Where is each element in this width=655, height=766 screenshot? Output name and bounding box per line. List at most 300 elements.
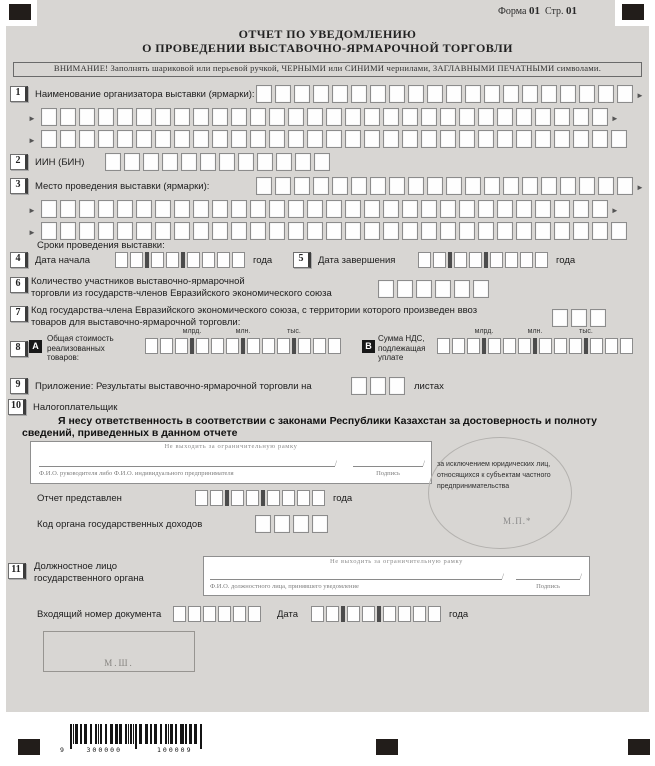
char-box[interactable] — [151, 252, 164, 268]
char-box[interactable] — [418, 252, 431, 268]
char-box[interactable] — [408, 85, 424, 103]
char-box[interactable] — [257, 153, 273, 171]
char-box[interactable] — [351, 377, 367, 395]
barcode-digits — [69, 746, 210, 754]
char-box[interactable] — [162, 153, 178, 171]
title-line-2: О ПРОВЕДЕНИИ ВЫСТАВОЧНО-ЯРМАРОЧНОЙ ТОРГОВЛИ — [142, 41, 513, 55]
char-box[interactable] — [535, 200, 551, 218]
box-group-separator — [448, 252, 452, 268]
char-box[interactable] — [275, 85, 291, 103]
char-box[interactable] — [174, 108, 190, 126]
char-box[interactable] — [345, 108, 361, 126]
char-box[interactable] — [454, 280, 470, 298]
char-box[interactable] — [617, 85, 633, 103]
char-box[interactable] — [383, 108, 399, 126]
exhibition-dates-heading: Сроки проведения выставки: — [37, 240, 165, 251]
char-box[interactable] — [421, 222, 437, 240]
organizer-name-label: Наименование организатора выставки (ярмарки): — [35, 88, 255, 100]
char-box[interactable] — [255, 515, 271, 533]
section-3-number: 3 — [10, 178, 28, 194]
char-box[interactable] — [211, 338, 224, 354]
char-box[interactable] — [592, 200, 608, 218]
char-box[interactable] — [516, 222, 532, 240]
char-box[interactable] — [459, 130, 475, 148]
char-box[interactable] — [440, 200, 456, 218]
char-box[interactable] — [383, 606, 396, 622]
char-box[interactable] — [288, 108, 304, 126]
char-box[interactable] — [592, 108, 608, 126]
char-box[interactable] — [579, 85, 595, 103]
char-box[interactable] — [250, 222, 266, 240]
char-box[interactable] — [313, 85, 329, 103]
char-box[interactable] — [174, 130, 190, 148]
start-date-suffix: года — [253, 254, 273, 266]
char-box[interactable] — [143, 153, 159, 171]
char-box[interactable] — [383, 130, 399, 148]
char-box[interactable] — [465, 177, 481, 195]
char-box[interactable] — [212, 108, 228, 126]
char-box[interactable] — [226, 338, 239, 354]
char-box[interactable] — [573, 130, 589, 148]
char-box[interactable] — [231, 200, 247, 218]
char-box[interactable] — [275, 177, 291, 195]
char-box[interactable] — [484, 177, 500, 195]
char-box[interactable] — [459, 200, 475, 218]
char-box[interactable] — [571, 309, 587, 327]
char-box[interactable] — [288, 200, 304, 218]
char-box[interactable] — [503, 177, 519, 195]
char-box[interactable] — [364, 200, 380, 218]
char-box[interactable] — [60, 200, 76, 218]
char-box[interactable] — [364, 108, 380, 126]
char-box[interactable] — [181, 153, 197, 171]
char-box[interactable] — [155, 108, 171, 126]
char-box[interactable] — [248, 606, 261, 622]
char-box[interactable] — [378, 280, 394, 298]
char-box[interactable] — [473, 280, 489, 298]
char-box[interactable] — [364, 222, 380, 240]
barcode-group-1: 300000 — [86, 746, 122, 754]
char-box[interactable] — [276, 153, 292, 171]
char-box[interactable] — [452, 338, 465, 354]
char-box[interactable] — [459, 222, 475, 240]
char-box[interactable] — [440, 130, 456, 148]
char-box[interactable] — [535, 108, 551, 126]
char-box[interactable] — [590, 338, 603, 354]
char-box[interactable] — [269, 108, 285, 126]
char-box[interactable] — [175, 338, 188, 354]
box-group-separator — [145, 252, 149, 268]
char-box[interactable] — [218, 606, 231, 622]
char-box[interactable] — [293, 515, 309, 533]
char-box[interactable] — [274, 515, 290, 533]
char-box[interactable] — [79, 200, 95, 218]
char-box[interactable] — [98, 130, 114, 148]
char-box[interactable] — [497, 130, 513, 148]
char-box[interactable] — [459, 108, 475, 126]
char-box[interactable] — [174, 200, 190, 218]
participants-count-label — [31, 276, 376, 300]
char-box[interactable] — [60, 222, 76, 240]
char-box[interactable] — [312, 515, 328, 533]
char-box[interactable] — [307, 200, 323, 218]
char-box[interactable] — [203, 606, 216, 622]
char-box[interactable] — [231, 222, 247, 240]
char-box[interactable] — [416, 280, 432, 298]
char-box[interactable] — [364, 130, 380, 148]
official-name-line[interactable] — [210, 569, 502, 580]
char-box[interactable] — [516, 130, 532, 148]
char-box[interactable] — [313, 177, 329, 195]
section-2-number: 2 — [10, 154, 28, 170]
char-box[interactable] — [554, 338, 567, 354]
participants-count-label-line1: Количество участников выставочно-ярмарочной — [31, 276, 245, 287]
char-box[interactable] — [219, 153, 235, 171]
char-box[interactable] — [440, 222, 456, 240]
char-box[interactable] — [440, 108, 456, 126]
iin-bin-boxes — [105, 153, 333, 171]
page-number: 01 — [565, 5, 577, 17]
char-box[interactable] — [295, 153, 311, 171]
char-box[interactable] — [598, 85, 614, 103]
char-box[interactable] — [79, 222, 95, 240]
char-box[interactable] — [117, 200, 133, 218]
char-box[interactable] — [560, 177, 576, 195]
box-group-separator — [241, 338, 245, 354]
char-box[interactable] — [598, 177, 614, 195]
char-box[interactable] — [277, 338, 290, 354]
char-box[interactable] — [217, 252, 230, 268]
char-box[interactable] — [454, 252, 467, 268]
char-box[interactable] — [307, 222, 323, 240]
char-box[interactable] — [541, 177, 557, 195]
char-box[interactable] — [155, 130, 171, 148]
char-box[interactable] — [554, 108, 570, 126]
char-box[interactable] — [522, 85, 538, 103]
char-box[interactable] — [467, 338, 480, 354]
char-box[interactable] — [288, 130, 304, 148]
char-box[interactable] — [427, 177, 443, 195]
continuation-arrow-icon — [611, 200, 619, 218]
char-box[interactable] — [41, 108, 57, 126]
barcode-first-digit: 9 — [60, 746, 64, 754]
char-box[interactable] — [611, 130, 627, 148]
char-box[interactable] — [212, 130, 228, 148]
char-box[interactable] — [345, 130, 361, 148]
char-box[interactable] — [41, 200, 57, 218]
char-box[interactable] — [362, 606, 375, 622]
char-box[interactable] — [267, 490, 280, 506]
char-box[interactable] — [105, 153, 121, 171]
char-box[interactable] — [174, 222, 190, 240]
char-box[interactable] — [326, 606, 339, 622]
char-box[interactable] — [535, 252, 548, 268]
char-box[interactable] — [307, 108, 323, 126]
char-box[interactable] — [212, 200, 228, 218]
char-box[interactable] — [620, 338, 633, 354]
char-box[interactable] — [60, 108, 76, 126]
char-box[interactable] — [117, 222, 133, 240]
char-box[interactable] — [389, 177, 405, 195]
char-box[interactable] — [269, 130, 285, 148]
char-box[interactable] — [465, 85, 481, 103]
char-box[interactable] — [262, 338, 275, 354]
section-4-number: 4 — [10, 252, 28, 268]
char-box[interactable] — [569, 338, 582, 354]
char-box[interactable] — [433, 252, 446, 268]
char-box[interactable] — [98, 222, 114, 240]
char-box[interactable] — [478, 130, 494, 148]
section-11-number: 11 — [8, 563, 26, 579]
char-box[interactable] — [427, 85, 443, 103]
char-box[interactable] — [60, 130, 76, 148]
char-box[interactable] — [573, 108, 589, 126]
appendix-suffix: листах — [414, 380, 444, 392]
char-box[interactable] — [231, 108, 247, 126]
char-box[interactable] — [497, 222, 513, 240]
char-box[interactable] — [233, 606, 246, 622]
char-box[interactable] — [428, 606, 441, 622]
char-box[interactable] — [505, 252, 518, 268]
char-box[interactable] — [503, 85, 519, 103]
char-box[interactable] — [117, 130, 133, 148]
char-box[interactable] — [136, 108, 152, 126]
char-box[interactable] — [256, 85, 272, 103]
char-box[interactable] — [136, 222, 152, 240]
section-1-number: 1 — [10, 86, 28, 102]
char-box[interactable] — [155, 200, 171, 218]
char-box[interactable] — [370, 377, 386, 395]
char-box[interactable] — [145, 338, 158, 354]
char-box[interactable] — [298, 338, 311, 354]
char-box[interactable] — [503, 338, 516, 354]
char-box[interactable] — [155, 222, 171, 240]
char-box[interactable] — [539, 338, 552, 354]
char-box[interactable] — [552, 309, 568, 327]
char-box[interactable] — [250, 108, 266, 126]
char-box[interactable] — [326, 130, 342, 148]
char-box[interactable] — [590, 309, 606, 327]
char-box[interactable] — [288, 222, 304, 240]
box-group-separator — [482, 338, 486, 354]
char-box[interactable] — [554, 200, 570, 218]
char-box[interactable] — [592, 130, 608, 148]
char-box[interactable] — [383, 200, 399, 218]
char-box[interactable] — [402, 200, 418, 218]
section-8-number: 8 — [10, 341, 28, 357]
char-box[interactable] — [535, 222, 551, 240]
char-box[interactable] — [307, 130, 323, 148]
char-box[interactable] — [605, 338, 618, 354]
char-box[interactable] — [196, 338, 209, 354]
char-box[interactable] — [98, 108, 114, 126]
char-box[interactable] — [193, 200, 209, 218]
char-box[interactable] — [402, 108, 418, 126]
char-box[interactable] — [98, 200, 114, 218]
char-box[interactable] — [437, 338, 450, 354]
stamp-place-circle — [428, 437, 572, 549]
participants-count-label-line2: торговли из государств-членов Евразийского экономического союза — [31, 288, 332, 299]
taxpayer-signature-box — [30, 441, 432, 484]
char-box[interactable] — [469, 252, 482, 268]
title-line-1: ОТЧЕТ ПО УВЕДОМЛЕНИЮ — [238, 27, 417, 41]
char-box[interactable] — [195, 490, 208, 506]
char-box[interactable] — [579, 177, 595, 195]
char-box[interactable] — [560, 85, 576, 103]
char-box[interactable] — [535, 130, 551, 148]
responsibility-declaration: Я несу ответственность в соответствии с законами Республики Казахстан за достоверность и полноту сведений, приведенных в данном отчете — [22, 415, 597, 439]
taxpayer-name-line[interactable] — [39, 456, 335, 467]
char-box[interactable] — [421, 130, 437, 148]
char-box[interactable] — [484, 85, 500, 103]
char-box[interactable] — [408, 177, 424, 195]
char-box[interactable] — [345, 200, 361, 218]
char-box[interactable] — [246, 490, 259, 506]
char-box[interactable] — [522, 177, 538, 195]
char-box[interactable] — [311, 606, 324, 622]
char-box[interactable] — [238, 153, 254, 171]
char-box[interactable] — [402, 222, 418, 240]
char-box[interactable] — [212, 222, 228, 240]
char-box[interactable] — [446, 85, 462, 103]
registration-mark-bottom-center-icon — [376, 739, 398, 755]
char-box[interactable] — [256, 177, 272, 195]
organizer-name-boxes-row1 — [256, 85, 636, 103]
char-box[interactable] — [541, 85, 557, 103]
char-box[interactable] — [326, 222, 342, 240]
char-box[interactable] — [573, 222, 589, 240]
char-box[interactable] — [173, 606, 186, 622]
char-box[interactable] — [314, 153, 330, 171]
char-box[interactable] — [41, 130, 57, 148]
char-box[interactable] — [79, 130, 95, 148]
char-box[interactable] — [41, 222, 57, 240]
char-box[interactable] — [478, 200, 494, 218]
char-box[interactable] — [520, 252, 533, 268]
char-box[interactable] — [193, 130, 209, 148]
unit-mlrd-a: млрд. — [182, 328, 202, 335]
char-box[interactable] — [79, 108, 95, 126]
char-box[interactable] — [136, 200, 152, 218]
char-box[interactable] — [478, 222, 494, 240]
char-box[interactable] — [497, 108, 513, 126]
char-box[interactable] — [250, 130, 266, 148]
char-box[interactable] — [573, 200, 589, 218]
char-box[interactable] — [115, 252, 128, 268]
char-box[interactable] — [398, 606, 411, 622]
char-box[interactable] — [232, 252, 245, 268]
organizer-name-boxes-row3 — [41, 130, 630, 148]
char-box[interactable] — [351, 177, 367, 195]
official-sign-label: Подпись — [536, 583, 560, 590]
char-box[interactable] — [294, 85, 310, 103]
start-date-label: Дата начала — [35, 254, 91, 266]
char-box[interactable] — [554, 130, 570, 148]
char-box[interactable] — [326, 108, 342, 126]
box-group-separator — [584, 338, 588, 354]
section-6-number: 6 — [10, 277, 28, 293]
taxpayer-sign-label: Подпись — [376, 470, 400, 477]
char-box[interactable] — [117, 108, 133, 126]
char-box[interactable] — [312, 490, 325, 506]
char-box[interactable] — [328, 338, 341, 354]
char-box[interactable] — [383, 222, 399, 240]
char-box[interactable] — [124, 153, 140, 171]
char-box[interactable] — [421, 108, 437, 126]
char-box[interactable] — [370, 85, 386, 103]
official-sign-line[interactable] — [516, 569, 580, 580]
char-box[interactable] — [231, 490, 244, 506]
char-box[interactable] — [497, 200, 513, 218]
end-date-suffix: года — [556, 254, 576, 266]
char-box[interactable] — [202, 252, 215, 268]
venue-boxes-row1 — [256, 177, 636, 195]
char-box[interactable] — [617, 177, 633, 195]
char-box[interactable] — [518, 338, 531, 354]
char-box[interactable] — [402, 130, 418, 148]
char-box[interactable] — [488, 338, 501, 354]
char-box[interactable] — [247, 338, 260, 354]
char-box[interactable] — [421, 200, 437, 218]
char-box[interactable] — [282, 490, 295, 506]
char-box[interactable] — [130, 252, 143, 268]
char-box[interactable] — [347, 606, 360, 622]
char-box[interactable] — [210, 490, 223, 506]
char-box[interactable] — [166, 252, 179, 268]
char-box[interactable] — [136, 130, 152, 148]
char-box[interactable] — [269, 200, 285, 218]
box-group-separator — [377, 606, 381, 622]
char-box[interactable] — [326, 200, 342, 218]
char-box[interactable] — [188, 606, 201, 622]
char-box[interactable] — [187, 252, 200, 268]
char-box[interactable] — [592, 222, 608, 240]
char-box[interactable] — [269, 222, 285, 240]
char-box[interactable] — [193, 108, 209, 126]
char-box[interactable] — [389, 377, 405, 395]
char-box[interactable] — [389, 85, 405, 103]
char-box[interactable] — [413, 606, 426, 622]
char-box[interactable] — [370, 177, 386, 195]
char-box[interactable] — [332, 85, 348, 103]
char-box[interactable] — [351, 85, 367, 103]
eaeu-country-code-label-line2: товаров для выставочно-ярмарочной торговли: — [31, 317, 241, 328]
char-box[interactable] — [313, 338, 326, 354]
char-box[interactable] — [478, 108, 494, 126]
char-box[interactable] — [231, 130, 247, 148]
char-box[interactable] — [200, 153, 216, 171]
char-box[interactable] — [294, 177, 310, 195]
char-box[interactable] — [297, 490, 310, 506]
char-box[interactable] — [345, 222, 361, 240]
char-box[interactable] — [250, 200, 266, 218]
char-box[interactable] — [516, 200, 532, 218]
char-box[interactable] — [516, 108, 532, 126]
char-box[interactable] — [160, 338, 173, 354]
page-label: Стр. — [544, 6, 564, 17]
char-box[interactable] — [332, 177, 348, 195]
char-box[interactable] — [435, 280, 451, 298]
char-box[interactable] — [193, 222, 209, 240]
char-box[interactable] — [611, 222, 627, 240]
char-box[interactable] — [490, 252, 503, 268]
char-box[interactable] — [446, 177, 462, 195]
stamp-mp-label: М.П.* — [503, 516, 532, 526]
char-box[interactable] — [397, 280, 413, 298]
taxpayer-sign-line[interactable] — [353, 456, 423, 467]
char-box[interactable] — [554, 222, 570, 240]
unit-mln-a: млн. — [235, 328, 251, 335]
